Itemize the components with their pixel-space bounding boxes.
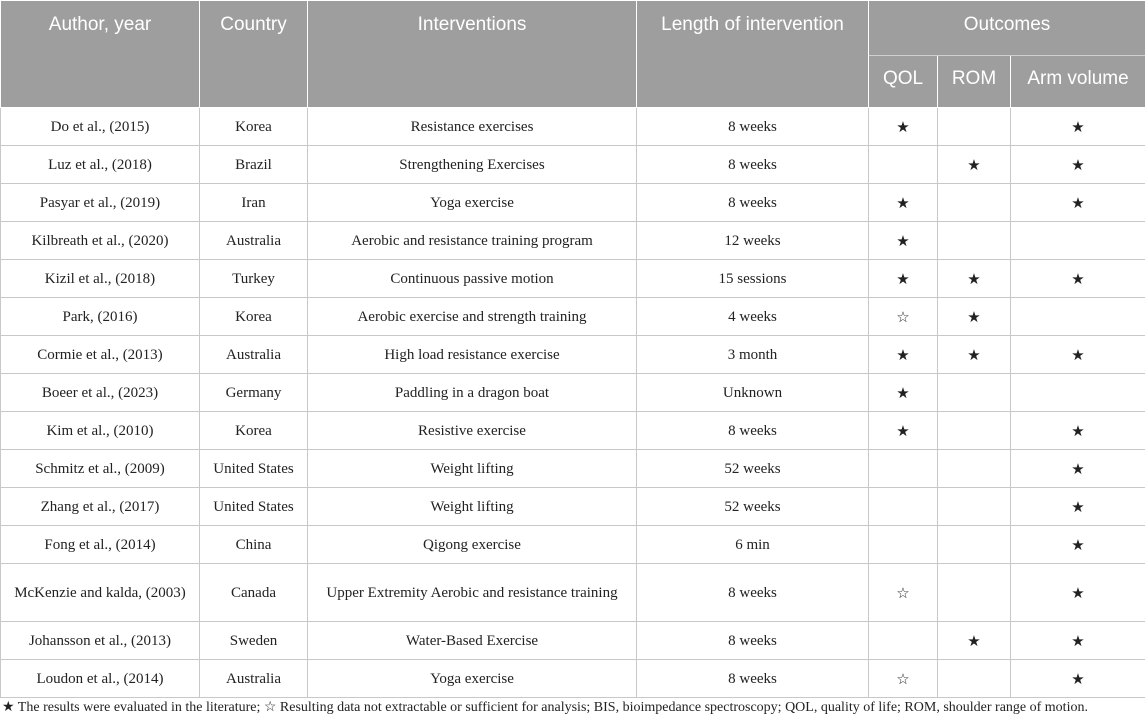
header-country: Country	[200, 1, 308, 108]
cell-author: Zhang et al., (2017)	[1, 488, 200, 526]
cell-author: Kizil et al., (2018)	[1, 260, 200, 298]
cell-arm-volume: ★	[1011, 146, 1145, 184]
cell-country: Iran	[200, 184, 308, 222]
header-qol: QOL	[869, 56, 938, 108]
cell-qol: ★	[869, 412, 938, 450]
table-row	[1, 298, 1145, 336]
cell-length: 12 weeks	[637, 222, 869, 260]
cell-intervention: Water-Based Exercise	[308, 622, 637, 660]
cell-qol	[869, 526, 938, 564]
cell-rom: ★	[938, 260, 1011, 298]
cell-intervention: Continuous passive motion	[308, 260, 637, 298]
cell-length: Unknown	[637, 374, 869, 412]
cell-intervention: Strengthening Exercises	[308, 146, 637, 184]
cell-length: 15 sessions	[637, 260, 869, 298]
cell-rom	[938, 374, 1011, 412]
cell-country: United States	[200, 488, 308, 526]
cell-author: Pasyar et al., (2019)	[1, 184, 200, 222]
cell-country: Australia	[200, 336, 308, 374]
cell-qol: ★	[869, 184, 938, 222]
cell-country: Brazil	[200, 146, 308, 184]
cell-qol: ★	[869, 222, 938, 260]
cell-rom: ★	[938, 622, 1011, 660]
table-row	[1, 412, 1145, 450]
cell-country: Korea	[200, 108, 308, 146]
cell-author: Loudon et al., (2014)	[1, 660, 200, 698]
cell-country: Australia	[200, 660, 308, 698]
cell-intervention: High load resistance exercise	[308, 336, 637, 374]
table-footnote: ★ The results were evaluated in the literature; ☆ Resulting data not extractable or sufficient for analysis; BIS, bioimpedance spectroscopy; QOL, quality of life; ROM, shoulder range of motion.	[2, 700, 1088, 715]
table-header	[1, 1, 1145, 108]
cell-intervention: Upper Extremity Aerobic and resistance training	[308, 564, 637, 622]
cell-intervention: Aerobic and resistance training program	[308, 222, 637, 260]
table-row	[1, 336, 1145, 374]
cell-intervention: Qigong exercise	[308, 526, 637, 564]
cell-length: 4 weeks	[637, 298, 869, 336]
table-row	[1, 622, 1145, 660]
cell-author: Park, (2016)	[1, 298, 200, 336]
cell-qol: ☆	[869, 564, 938, 622]
cell-qol	[869, 622, 938, 660]
cell-qol: ★	[869, 108, 938, 146]
header-author: Author, year	[1, 1, 200, 108]
cell-country: China	[200, 526, 308, 564]
cell-arm-volume: ★	[1011, 260, 1145, 298]
cell-qol: ★	[869, 260, 938, 298]
cell-length: 8 weeks	[637, 412, 869, 450]
cell-author: Johansson et al., (2013)	[1, 622, 200, 660]
header-outcomes: Outcomes	[869, 1, 1145, 56]
cell-intervention: Weight lifting	[308, 450, 637, 488]
table-row	[1, 660, 1145, 698]
cell-intervention: Yoga exercise	[308, 184, 637, 222]
cell-arm-volume: ★	[1011, 526, 1145, 564]
table-row	[1, 260, 1145, 298]
cell-length: 52 weeks	[637, 488, 869, 526]
cell-arm-volume: ★	[1011, 488, 1145, 526]
cell-length: 8 weeks	[637, 146, 869, 184]
table-row	[1, 222, 1145, 260]
cell-author: Boeer et al., (2023)	[1, 374, 200, 412]
cell-intervention: Resistance exercises	[308, 108, 637, 146]
cell-length: 8 weeks	[637, 622, 869, 660]
cell-qol: ☆	[869, 660, 938, 698]
cell-author: Do et al., (2015)	[1, 108, 200, 146]
cell-rom	[938, 450, 1011, 488]
table-row	[1, 146, 1145, 184]
cell-arm-volume: ★	[1011, 108, 1145, 146]
cell-qol	[869, 450, 938, 488]
cell-arm-volume: ★	[1011, 412, 1145, 450]
table-row	[1, 488, 1145, 526]
cell-arm-volume: ★	[1011, 622, 1145, 660]
cell-arm-volume: ★	[1011, 450, 1145, 488]
table-row	[1, 564, 1145, 622]
cell-country: Germany	[200, 374, 308, 412]
table-row	[1, 450, 1145, 488]
cell-rom	[938, 108, 1011, 146]
cell-qol	[869, 146, 938, 184]
cell-rom: ★	[938, 298, 1011, 336]
table-row	[1, 526, 1145, 564]
header-rom: ROM	[938, 56, 1011, 108]
cell-qol	[869, 488, 938, 526]
cell-rom	[938, 184, 1011, 222]
cell-author: Schmitz et al., (2009)	[1, 450, 200, 488]
cell-intervention: Resistive exercise	[308, 412, 637, 450]
cell-author: McKenzie and kalda, (2003)	[1, 564, 200, 622]
cell-intervention: Aerobic exercise and strength training	[308, 298, 637, 336]
cell-intervention: Weight lifting	[308, 488, 637, 526]
cell-author: Cormie et al., (2013)	[1, 336, 200, 374]
cell-country: Korea	[200, 298, 308, 336]
header-interventions: Interventions	[308, 1, 637, 108]
cell-arm-volume	[1011, 374, 1145, 412]
cell-qol: ★	[869, 374, 938, 412]
cell-length: 8 weeks	[637, 184, 869, 222]
cell-rom	[938, 564, 1011, 622]
cell-length: 8 weeks	[637, 660, 869, 698]
cell-qol: ★	[869, 336, 938, 374]
cell-length: 8 weeks	[637, 564, 869, 622]
cell-rom: ★	[938, 336, 1011, 374]
cell-intervention: Paddling in a dragon boat	[308, 374, 637, 412]
cell-rom	[938, 412, 1011, 450]
cell-length: 6 min	[637, 526, 869, 564]
cell-rom: ★	[938, 146, 1011, 184]
cell-country: Turkey	[200, 260, 308, 298]
table-row	[1, 108, 1145, 146]
cell-country: Australia	[200, 222, 308, 260]
cell-qol: ☆	[869, 298, 938, 336]
header-arm-volume: Arm volume	[1011, 56, 1145, 108]
cell-country: United States	[200, 450, 308, 488]
cell-author: Fong et al., (2014)	[1, 526, 200, 564]
table-row	[1, 184, 1145, 222]
cell-arm-volume	[1011, 298, 1145, 336]
cell-length: 8 weeks	[637, 108, 869, 146]
cell-intervention: Yoga exercise	[308, 660, 637, 698]
cell-country: Korea	[200, 412, 308, 450]
cell-author: Kilbreath et al., (2020)	[1, 222, 200, 260]
cell-author: Luz et al., (2018)	[1, 146, 200, 184]
cell-arm-volume	[1011, 222, 1145, 260]
cell-rom	[938, 488, 1011, 526]
cell-author: Kim et al., (2010)	[1, 412, 200, 450]
cell-country: Canada	[200, 564, 308, 622]
table-row	[1, 374, 1145, 412]
cell-length: 52 weeks	[637, 450, 869, 488]
cell-arm-volume: ★	[1011, 184, 1145, 222]
cell-rom	[938, 660, 1011, 698]
cell-country: Sweden	[200, 622, 308, 660]
table-body	[1, 108, 1145, 698]
cell-rom	[938, 526, 1011, 564]
cell-length: 3 month	[637, 336, 869, 374]
cell-arm-volume: ★	[1011, 564, 1145, 622]
cell-arm-volume: ★	[1011, 336, 1145, 374]
cell-arm-volume: ★	[1011, 660, 1145, 698]
cell-rom	[938, 222, 1011, 260]
header-length: Length of intervention	[637, 1, 869, 108]
